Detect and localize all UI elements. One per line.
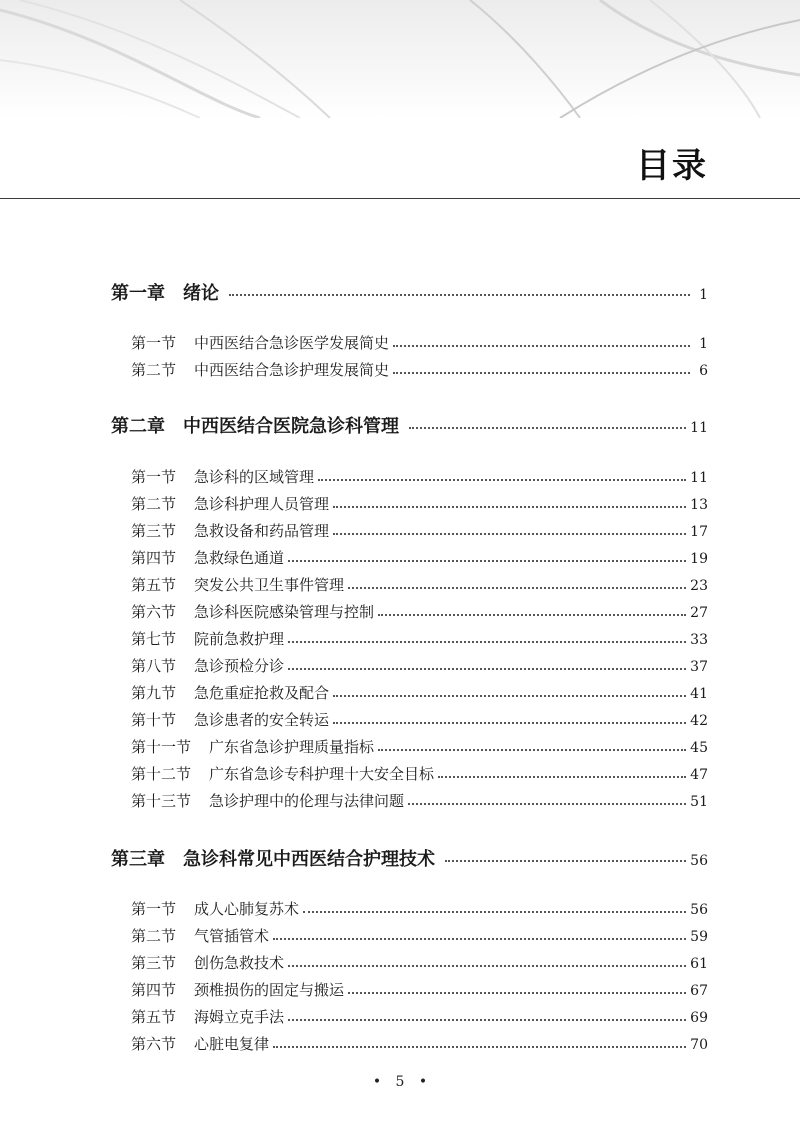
section-number: 第一节 (131, 334, 177, 352)
dot-leader (273, 1046, 686, 1048)
section-title: 中西医结合急诊护理发展简史 (194, 361, 390, 379)
page-number-ref: 19 (690, 551, 708, 567)
page-number-ref: 42 (690, 713, 708, 729)
section-number: 第六节 (131, 1035, 177, 1053)
chapter-number: 第一章 (111, 283, 165, 304)
toc-section-entry[interactable] (131, 574, 708, 595)
section-title: 气管插管术 (194, 927, 270, 945)
page-number-ref: 67 (690, 983, 708, 999)
section-number: 第九节 (131, 684, 177, 702)
section-number: 第七节 (131, 630, 177, 648)
dot-leader (303, 911, 686, 913)
title-divider (0, 198, 800, 199)
page-number-ref: 59 (690, 929, 708, 945)
dot-leader (333, 722, 686, 724)
page-number-ref: 56 (690, 902, 708, 918)
section-title: 急诊科的区域管理 (194, 468, 315, 486)
page-number-ref: 6 (699, 363, 708, 379)
footer-bullet-right: • (418, 1074, 428, 1090)
chapter-title: 绪论 (183, 283, 219, 304)
dot-leader (438, 776, 686, 778)
section-title: 急危重症抢救及配合 (194, 684, 330, 702)
chapter-number: 第二章 (111, 416, 165, 437)
page-title: 目录 (636, 146, 708, 186)
dot-leader (348, 992, 686, 994)
section-number: 第八节 (131, 657, 177, 675)
section-number: 第一节 (131, 900, 177, 918)
toc-section-entry[interactable] (131, 952, 708, 973)
dot-leader (318, 479, 686, 481)
dot-leader (393, 372, 690, 374)
section-title: 成人心肺复苏术 (194, 900, 300, 918)
dot-leader (378, 614, 686, 616)
page-number-ref: 41 (690, 686, 708, 702)
toc-section-entry[interactable] (131, 1033, 708, 1054)
dot-leader (333, 506, 686, 508)
toc-section-entry[interactable] (131, 493, 708, 514)
page-number-ref: 51 (690, 794, 708, 810)
page-number: 5 (395, 1074, 405, 1090)
dot-leader (409, 427, 686, 429)
toc-section-entry[interactable] (131, 628, 708, 649)
section-number: 第三节 (131, 954, 177, 972)
toc-section-entry[interactable] (131, 601, 708, 622)
section-title: 中西医结合急诊医学发展简史 (194, 334, 390, 352)
dot-leader (273, 938, 686, 940)
toc-section-entry[interactable] (131, 682, 708, 703)
section-number: 第十一节 (131, 738, 192, 756)
section-title: 院前急救护理 (194, 630, 285, 648)
dot-leader (288, 560, 686, 562)
dot-leader (288, 965, 686, 967)
page-number-ref: 45 (690, 740, 708, 756)
toc-chapter-entry[interactable] (111, 279, 708, 305)
section-title: 海姆立克手法 (194, 1008, 285, 1026)
page-number-ref: 56 (690, 853, 708, 869)
section-number: 第二节 (131, 361, 177, 379)
dot-leader (378, 749, 686, 751)
toc-section-entry[interactable] (131, 979, 708, 1000)
section-number: 第三节 (131, 522, 177, 540)
section-title: 突发公共卫生事件管理 (194, 576, 345, 594)
section-title: 急救绿色通道 (194, 549, 285, 567)
page-number-ref: 33 (690, 632, 708, 648)
page-number-ref: 1 (699, 336, 708, 352)
section-title: 急诊科医院感染管理与控制 (194, 603, 375, 621)
toc-section-entry[interactable] (131, 898, 708, 919)
section-number: 第十三节 (131, 792, 192, 810)
toc-section-entry[interactable] (131, 359, 708, 380)
section-number: 第五节 (131, 576, 177, 594)
section-number: 第十节 (131, 711, 177, 729)
section-number: 第二节 (131, 927, 177, 945)
chapter-title: 中西医结合医院急诊科管理 (183, 416, 399, 437)
dot-leader (393, 345, 690, 347)
dot-leader (288, 1019, 686, 1021)
toc-section-entry[interactable] (131, 466, 708, 487)
toc-section-entry[interactable] (131, 655, 708, 676)
section-title: 创伤急救技术 (194, 954, 285, 972)
page-number-ref: 13 (690, 497, 708, 513)
toc-section-entry[interactable] (131, 763, 708, 784)
section-title: 颈椎损伤的固定与搬运 (194, 981, 345, 999)
section-number: 第一节 (131, 468, 177, 486)
section-number: 第六节 (131, 603, 177, 621)
chapter-number: 第三章 (111, 849, 165, 870)
toc-section-entry[interactable] (131, 790, 708, 811)
section-title: 广东省急诊护理质量指标 (209, 738, 375, 756)
page-number-ref: 70 (690, 1037, 708, 1053)
page-number-ref: 61 (690, 956, 708, 972)
section-number: 第二节 (131, 495, 177, 513)
dot-leader (408, 803, 686, 805)
dot-leader (229, 294, 690, 296)
toc-section-entry[interactable] (131, 520, 708, 541)
dot-leader (288, 641, 686, 643)
dot-leader (348, 587, 686, 589)
toc-chapter-entry[interactable] (111, 845, 708, 871)
toc-section-entry[interactable] (131, 547, 708, 568)
page-number-ref: 11 (690, 420, 708, 436)
toc-section-entry[interactable] (131, 925, 708, 946)
decorative-swoosh-graphic (0, 0, 800, 118)
toc-section-entry[interactable] (131, 709, 708, 730)
footer-bullet-left: • (372, 1074, 382, 1090)
toc-section-entry[interactable] (131, 332, 708, 353)
section-title: 广东省急诊专科护理十大安全目标 (209, 765, 435, 783)
toc-chapter-entry[interactable] (111, 412, 708, 438)
page-footer (0, 1074, 800, 1090)
page-number-ref: 17 (690, 524, 708, 540)
section-title: 急诊科护理人员管理 (194, 495, 330, 513)
section-title: 急救设备和药品管理 (194, 522, 330, 540)
dot-leader (445, 860, 686, 862)
toc-section-entry[interactable] (131, 1006, 708, 1027)
toc-section-entry[interactable] (131, 736, 708, 757)
header-banner (0, 0, 800, 118)
section-title: 心脏电复律 (194, 1035, 270, 1053)
page-number-ref: 27 (690, 605, 708, 621)
page-number-ref: 47 (690, 767, 708, 783)
section-number: 第四节 (131, 981, 177, 999)
dot-leader (333, 695, 686, 697)
section-number: 第四节 (131, 549, 177, 567)
dot-leader (333, 533, 686, 535)
section-number: 第五节 (131, 1008, 177, 1026)
section-title: 急诊护理中的伦理与法律问题 (209, 792, 405, 810)
page-number-ref: 1 (699, 287, 708, 303)
section-title: 急诊预检分诊 (194, 657, 285, 675)
dot-leader (288, 668, 686, 670)
section-title: 急诊患者的安全转运 (194, 711, 330, 729)
chapter-title: 急诊科常见中西医结合护理技术 (183, 849, 435, 870)
page-number-ref: 69 (690, 1010, 708, 1026)
section-number: 第十二节 (131, 765, 192, 783)
page-number-ref: 37 (690, 659, 708, 675)
page-number-ref: 11 (690, 470, 708, 486)
page-number-ref: 23 (690, 578, 708, 594)
